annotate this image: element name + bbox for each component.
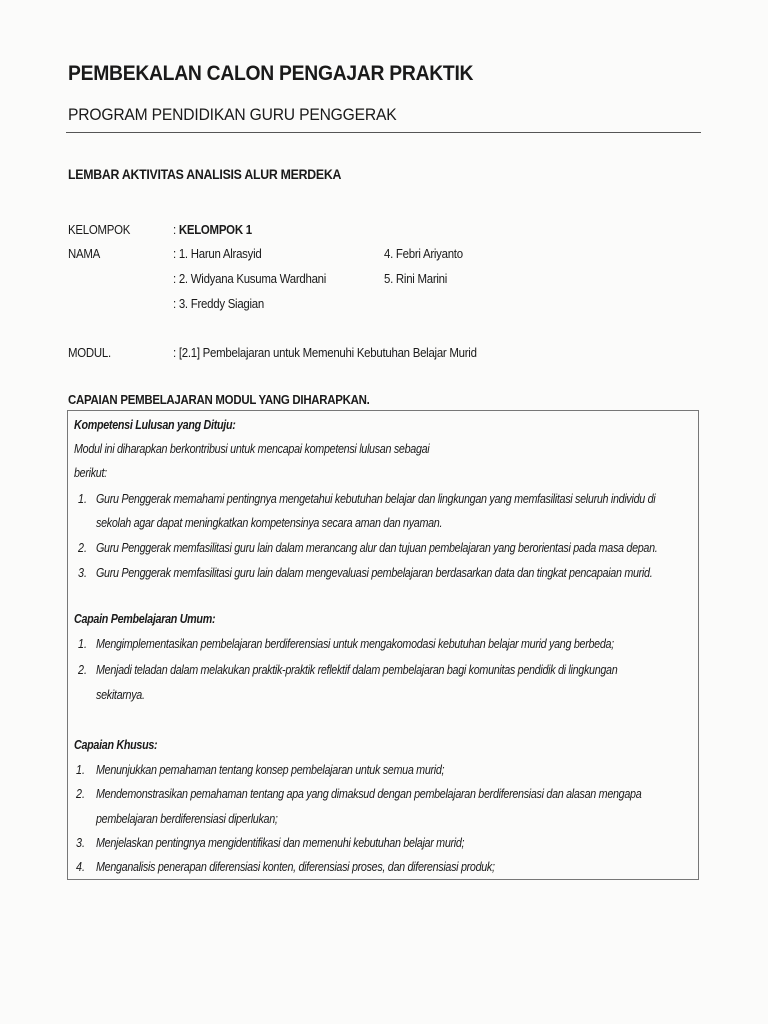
capaian-heading: CAPAIAN PEMBELAJARAN MODUL YANG DIHARAPKAN.	[68, 392, 370, 407]
list-number: 2.	[76, 787, 85, 801]
list-number: 2.	[78, 663, 87, 677]
modul-value: : [2.1] Pembelajaran untuk Memenuhi Kebutuhan Belajar Murid	[173, 345, 477, 360]
member-name: 5. Rini Marini	[384, 271, 448, 286]
header-divider	[66, 132, 701, 133]
list-item: Mengimplementasikan pembelajaran berdiferensiasi untuk mengakomodasi kebutuhan belajar murid yang berbeda;	[96, 637, 614, 651]
kelompok-colon: :	[173, 222, 179, 237]
list-item: Guru Penggerak memahami pentingnya mengetahui kebutuhan belajar dan lingkungan yang memfasilitasi seluruh individu di	[96, 492, 656, 506]
list-item-continuation: sekolah agar dapat meningkatkan kompetensinya secara aman dan nyaman.	[96, 516, 443, 530]
kompetensi-intro: berikut:	[74, 466, 107, 480]
list-item: Mendemonstrasikan pemahaman tentang apa yang dimaksud dengan pembelajaran berdiferensiasi dan alasan mengapa	[96, 787, 642, 801]
list-item: Menjadi teladan dalam melakukan praktik-praktik reflektif dalam pembelajaran bagi komunitas pendidik di lingkungan	[96, 663, 618, 677]
list-number: 1.	[78, 492, 87, 506]
list-number: 1.	[76, 763, 85, 777]
list-number: 3.	[76, 836, 85, 850]
kompetensi-heading: Kompetensi Lulusan yang Dituju:	[74, 418, 236, 432]
list-item: Guru Penggerak memfasilitasi guru lain dalam merancang alur dan tujuan pembelajaran yang berorientasi pada masa depan.	[96, 541, 658, 555]
khusus-heading: Capaian Khusus:	[74, 738, 158, 752]
kelompok-row	[173, 222, 252, 237]
list-number: 1.	[78, 637, 87, 651]
list-item: Menjelaskan pentingnya mengidentifikasi dan memenuhi kebutuhan belajar murid;	[96, 836, 465, 850]
nama-label: NAMA	[68, 246, 100, 261]
list-number: 3.	[78, 566, 87, 580]
list-item-continuation: pembelajaran berdiferensiasi diperlukan;	[96, 812, 278, 826]
member-name: : 3. Freddy Siagian	[173, 296, 265, 311]
member-name: : 1. Harun Alrasyid	[173, 246, 262, 261]
document-subtitle: PROGRAM PENDIDIKAN GURU PENGGERAK	[68, 105, 397, 124]
modul-label: MODUL.	[68, 345, 111, 360]
member-name: : 2. Widyana Kusuma Wardhani	[173, 271, 327, 286]
kompetensi-intro: Modul ini diharapkan berkontribusi untuk mencapai kompetensi lulusan sebagai	[74, 442, 430, 456]
list-number: 4.	[76, 860, 85, 874]
list-item: Guru Penggerak memfasilitasi guru lain dalam mengevaluasi pembelajaran berdasarkan data dan tingkat pencapaian murid.	[96, 566, 653, 580]
list-number: 2.	[78, 541, 87, 555]
list-item: Menganalisis penerapan diferensiasi konten, diferensiasi proses, dan diferensiasi produk;	[96, 860, 495, 874]
document-title: PEMBEKALAN CALON PENGAJAR PRAKTIK	[68, 62, 474, 85]
member-name: 4. Febri Ariyanto	[384, 246, 463, 261]
list-item-continuation: sekitarnya.	[96, 688, 145, 702]
list-item: Menunjukkan pemahaman tentang konsep pembelajaran untuk semua murid;	[96, 763, 445, 777]
kelompok-label: KELOMPOK	[68, 222, 131, 237]
umum-heading: Capain Pembelajaran Umum:	[74, 612, 216, 626]
kelompok-value: KELOMPOK 1	[178, 222, 252, 237]
sheet-title: LEMBAR AKTIVITAS ANALISIS ALUR MERDEKA	[68, 166, 342, 182]
